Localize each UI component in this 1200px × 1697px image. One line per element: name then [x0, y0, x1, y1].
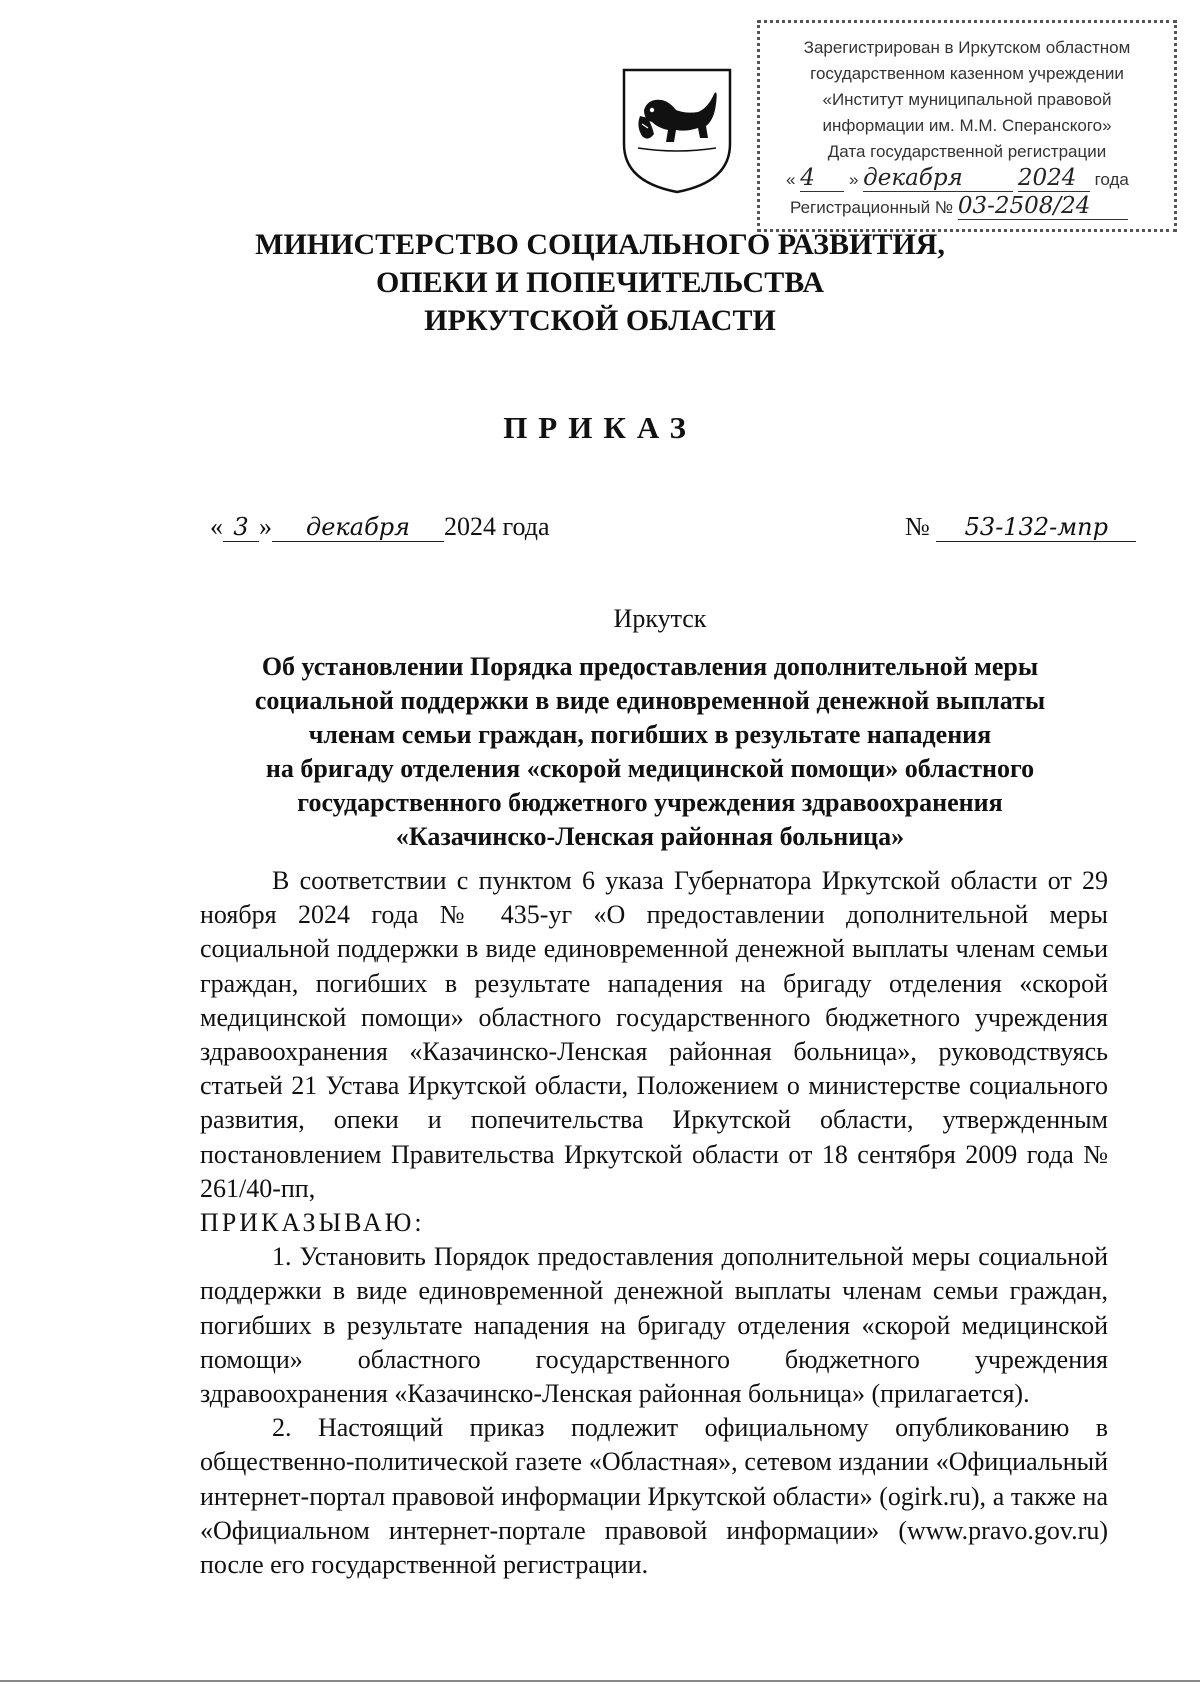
stamp-reg-label: Регистрационный № — [790, 198, 954, 217]
ministry-heading — [0, 226, 1200, 340]
coat-of-arms-icon — [618, 64, 736, 196]
order-item-2: 2. Настоящий приказ подлежит официальному опубликованию в общественно-политической газете «Областная», сетевом издании «Официальный интернет-портал правовой информации Иркутской области» (ogirk.ru), а также на «Официальном интернет-портале правовой информации» (www.pravo.gov.ru) после его государственной регистрации. — [200, 1413, 1108, 1580]
date-year: 2024 года — [444, 512, 550, 541]
subject-line: на бригаду отделения «скорой медицинской помощи» областного — [265, 754, 1035, 783]
stamp-line: «Институт муниципальной правовой — [822, 90, 1112, 109]
stamp-date-close-quote: » — [848, 170, 859, 189]
subject-line: Об установлении Порядка предоставления дополнительной меры — [261, 652, 1039, 681]
stamp-date-open-quote: « — [786, 170, 796, 189]
preamble-paragraph: В соответствии с пунктом 6 указа Губернатора Иркутской области от 29 ноября 2024 года № 435-уг «О предоставлении дополнительной меры социальной поддержки в виде единовременной денежной выплаты членам семьи граждан, погибших в результате нападения на бригаду отделения «скорой медицинской помощи» областного государственного бюджетного учреждения здравоохранения «Казачинско-Ленская районная больница», руководствуясь статьей 21 Устава Иркутской области, Положением о министерстве социального развития, опеки и попечительства Иркутской области, утвержденным постановлением Правительства Иркутской области от 18 сентября 2009 года № 261/40-пп, — [200, 866, 1108, 1203]
subject-line: социальной поддержки в виде единовременной денежной выплаты — [254, 686, 1046, 715]
stamp-date-day: 4 — [800, 165, 844, 192]
ministry-line: МИНИСТЕРСТВО СОЦИАЛЬНОГО РАЗВИТИЯ, — [255, 228, 945, 261]
prikazyvayu-heading: ПРИКАЗЫВАЮ: — [200, 1208, 425, 1238]
page-bottom-line — [0, 1680, 1200, 1682]
date-month: декабря — [272, 513, 444, 542]
date-close-quote: » — [259, 512, 272, 541]
stamp-line: государственном казенном учреждении — [810, 64, 1124, 83]
date-day: 3 — [223, 513, 259, 542]
order-subject — [200, 650, 1100, 854]
stamp-registration-date — [760, 165, 1174, 193]
order-item-1: 1. Установить Порядок предоставления дополнительной меры социальной поддержки в виде единовременной денежной выплаты членам семьи граждан, погибших в результате нападения на бригаду отделения «скорой медицинской помощи» областного государственного бюджетного учреждения здравоохранения «Казачинско-Ленская районная больница» (прилагается). — [200, 1242, 1108, 1409]
stamp-line: Дата государственной регистрации — [827, 142, 1107, 161]
order-number — [905, 512, 1136, 542]
stamp-registration-number — [760, 193, 1174, 221]
subject-line: членам семьи граждан, погибших в результате нападения — [308, 720, 992, 749]
stamp-date-suffix: года — [1094, 170, 1129, 189]
stamp-line: информации им. М.М. Сперанского» — [822, 116, 1112, 135]
stamp-date-year: 2024 — [1018, 165, 1090, 192]
order-body — [200, 864, 1108, 1582]
ministry-line: ОПЕКИ И ПОПЕЧИТЕЛЬСТВА — [376, 266, 824, 299]
ministry-line: ИРКУТСКОЙ ОБЛАСТИ — [424, 304, 776, 337]
subject-line: государственного бюджетного учреждения здравоохранения — [297, 788, 1003, 817]
order-number-value: 53-132-мпр — [936, 513, 1136, 542]
order-number-label: № — [905, 512, 930, 541]
city: Иркутск — [613, 604, 707, 633]
stamp-line: Зарегистрирован в Иркутском областном — [803, 38, 1131, 57]
stamp-date-month: декабря — [863, 165, 1013, 192]
stamp-reg-number: 03-2508/24 — [958, 193, 1128, 220]
subject-line: «Казачинско-Ленская районная больница» — [395, 822, 905, 851]
order-title: ПРИКАЗ — [503, 410, 697, 445]
order-date — [210, 512, 550, 542]
date-open-quote: « — [210, 512, 223, 541]
registration-stamp — [757, 20, 1177, 232]
